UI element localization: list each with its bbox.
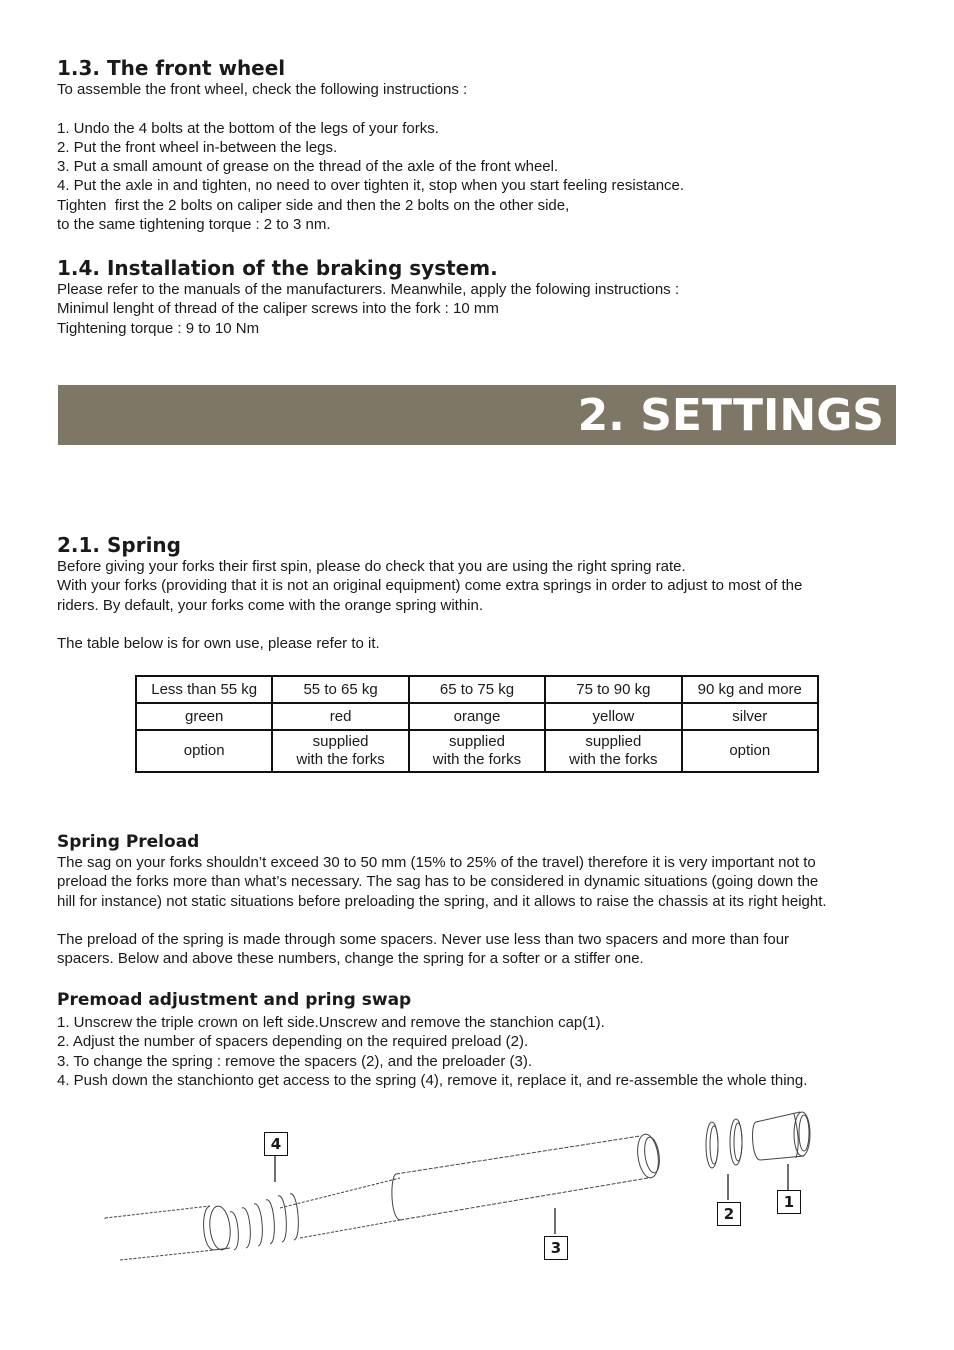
settings-banner (58, 385, 896, 445)
preload-heading: Spring Preload (57, 832, 200, 852)
front-wheel-intro: To assemble the front wheel, check the following instructions : (57, 81, 468, 98)
callout-2: 2 (717, 1202, 741, 1226)
section-spring (57, 533, 897, 653)
front-wheel-heading: 1.3. The front wheel (57, 56, 286, 80)
braking-heading: 1.4. Installation of the braking system. (57, 256, 498, 280)
fork-diagram (100, 1100, 820, 1270)
preload-line: The preload of the spring is made through some spacers. Never use less than two spacers and more than four (57, 931, 790, 949)
spring-table-intro: The table below is for own use, please refer to it. (57, 635, 380, 653)
preload-line: hill for instance) not static situations before preloading the spring, and it allows to raise the chassis at its right height. (57, 892, 827, 910)
front-wheel-torque: to the same tightening torque : 2 to 3 nm. (57, 216, 331, 234)
front-wheel-step: 4. Put the axle in and tighten, no need to over tighten it, stop when you start feeling resistance. (57, 177, 685, 195)
callout-3: 3 (544, 1236, 568, 1260)
preload-line: The sag on your forks shouldn’t exceed 30 to 50 mm (15% to 25% of the travel) therefore it is very important not to (57, 854, 816, 871)
settings-banner-title: 2. SETTINGS (577, 390, 884, 441)
front-wheel-step: 1. Undo the 4 bolts at the bottom of the legs of your forks. (57, 119, 439, 137)
callout-1: 1 (777, 1190, 801, 1214)
adjustment-heading: Premoad adjustment and pring swap (57, 990, 412, 1010)
adjustment-step: 1. Unscrew the triple crown on left side.Unscrew and remove the stanchion cap(1). (57, 1014, 605, 1031)
table-cell: Less than 55 kg (136, 676, 272, 703)
preload-line: preload the forks more than what’s necessary. The sag has to be considered in dynamic situations (going down the (57, 873, 819, 891)
table-row-colors (136, 703, 818, 730)
section-braking (57, 256, 897, 338)
table-cell: option (136, 730, 272, 772)
table-cell: supplied with the forks (409, 730, 545, 772)
table-cell: silver (682, 703, 818, 730)
adjustment-step: 2. Adjust the number of spacers depending on the required preload (2). (57, 1033, 529, 1051)
table-cell: green (136, 703, 272, 730)
table-cell: 75 to 90 kg (545, 676, 681, 703)
front-wheel-step: 2. Put the front wheel in-between the legs. (57, 138, 338, 156)
table-cell: option (682, 730, 818, 772)
braking-line: Minimul lenght of thread of the caliper screws into the fork : 10 mm (57, 300, 499, 318)
table-cell: 90 kg and more (682, 676, 818, 703)
table-row-weights (136, 676, 818, 703)
spring-rate-table (135, 675, 819, 773)
front-wheel-tighten: Tighten first the 2 bolts on caliper side and then the 2 bolts on the other side, (57, 196, 570, 214)
preload-line: spacers. Below and above these numbers, change the spring for a softer or a stiffer one. (57, 950, 644, 968)
table-cell: orange (409, 703, 545, 730)
table-cell: red (272, 703, 408, 730)
braking-line: Please refer to the manuals of the manufacturers. Meanwhile, apply the folowing instructions : (57, 281, 679, 298)
table-cell: yellow (545, 703, 681, 730)
spring-heading: 2.1. Spring (57, 533, 181, 557)
spring-line: Before giving your forks their first spin, please do check that you are using the right spring rate. (57, 558, 686, 575)
table-cell: 65 to 75 kg (409, 676, 545, 703)
table-cell: supplied with the forks (272, 730, 408, 772)
spring-line: riders. By default, your forks come with the orange spring within. (57, 596, 484, 614)
braking-line: Tightening torque : 9 to 10 Nm (57, 319, 260, 337)
front-wheel-step: 3. Put a small amount of grease on the thread of the axle of the front wheel. (57, 158, 559, 176)
fork-illustration (100, 1100, 820, 1270)
section-preload (57, 832, 897, 969)
table-cell: 55 to 65 kg (272, 676, 408, 703)
section-front-wheel (57, 56, 897, 234)
adjustment-step: 3. To change the spring : remove the spacers (2), and the preloader (3). (57, 1052, 532, 1070)
callout-4: 4 (264, 1132, 288, 1156)
table-cell: supplied with the forks (545, 730, 681, 772)
section-adjustment (57, 990, 897, 1090)
spring-line: With your forks (providing that it is not an original equipment) come extra springs in order to adjust to most of the (57, 577, 803, 595)
table-row-availability (136, 730, 818, 772)
adjustment-step: 4. Push down the stanchionto get access to the spring (4), remove it, replace it, and re-assemble the whole thing. (57, 1071, 808, 1089)
